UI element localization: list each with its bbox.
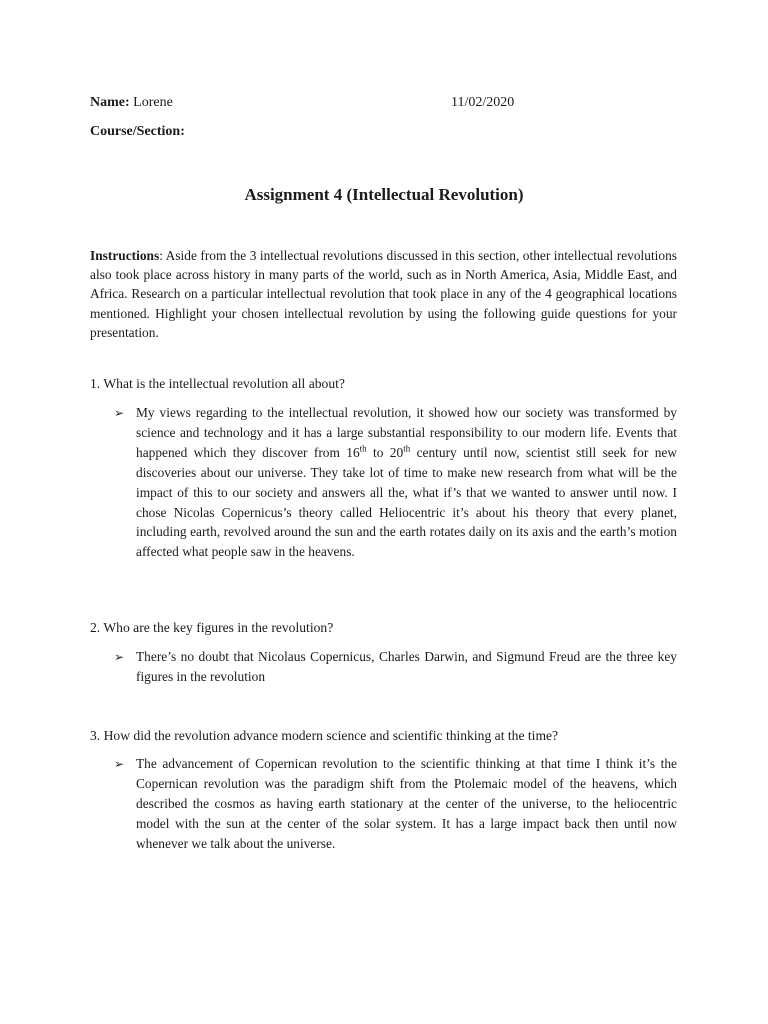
bullet-icon: ➢ [114,406,125,420]
question-3: 3. How did the revolution advance modern science and scientific thinking at the time? [90,728,559,743]
answer-1-sup-2: th [403,443,411,454]
answer-3: The advancement of Copernican revolution to the scientific thinking at that time I think it’s the Copernican revolution was the paradigm shift from the Ptolemaic model of the heavens, which described the cosmos as having earth stationary at the center of the universe, to the heliocentric model with the sun at the center of the solar system. It has a large impact back then until now whenever we talk about the universe. [136,756,677,851]
answer-2: There’s no doubt that Nicolaus Copernicus, Charles Darwin, and Sigmund Freud are the three key figures in the revolution [136,649,677,684]
question-1: 1. What is the intellectual revolution all about? [90,376,345,391]
date: 11/02/2020 [451,95,515,110]
course-section-label: Course/Section: [90,124,185,139]
bullet-icon: ➢ [114,650,125,664]
answer-1-text-b: to 20 [366,444,404,460]
assignment-title: Assignment 4 (Intellectual Revolution) [244,185,524,204]
answer-1-text-c: century until now, scientist still seek for new discoveries about our universe. They take lot of time to make new research from what will be the impact of this to our society and answers all the, what if’s that we wanted to answer until now. I chose Nicolas Copernicus’s theory called Heliocentric it’s about his theory that every planet, including earth, revolved around the sun and the earth rotates daily on its axis and the earth’s motion affected what people saw in the heavens. [136,444,678,560]
question-2: 2. Who are the key figures in the revolution? [90,620,334,635]
name-line [90,93,173,113]
name-value: Lorene [133,95,173,110]
answer-1-text-a: My views regarding to the intellectual revolution, it showed how our society was transformed by science and technology and it has a large substantial responsibility to our modern life. Events that happened which they discover from 16 [136,405,677,460]
course-section-line [90,122,185,142]
bullet-icon: ➢ [114,757,125,771]
instructions-text: : Aside from the 3 intellectual revolutions discussed in this section, other intellectual revolutions also took place across history in many parts of the world, such as in North America, Asia, Middle East, and Africa. Research on a particular intellectual revolution that took place in any of the 4 geographical locations mentioned. Highlight your chosen intellectual revolution by using the following guide questions for your presentation. [90,248,677,340]
instructions-paragraph [90,246,677,342]
answer-1-sup-1: th [359,443,367,454]
name-label: Name: [90,95,130,110]
instructions-label: Instructions [90,248,160,263]
answer-1 [136,403,677,562]
